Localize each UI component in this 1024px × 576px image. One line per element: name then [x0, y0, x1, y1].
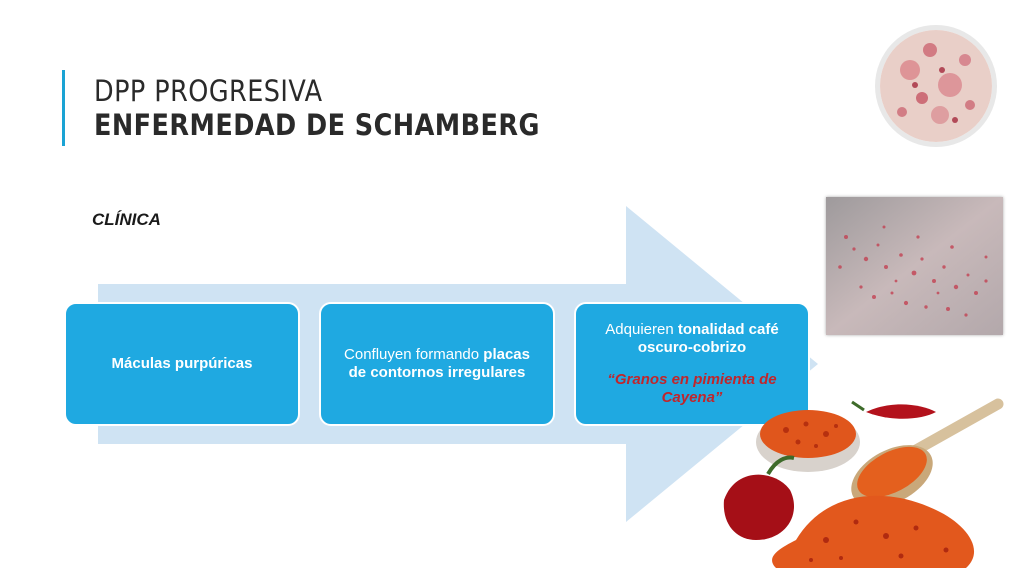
cayenne-pepper-image [716, 390, 1016, 576]
step-1-text: Máculas purpúricas [111, 355, 253, 372]
step-3-content [590, 321, 794, 357]
step-2-bold-text: placas de contornos irregulares [348, 346, 530, 381]
step-card-1 [64, 302, 300, 426]
step-3-bold-text: tonalidad café oscuro-cobrizo [637, 321, 779, 356]
skin-lesion-closeup-image [880, 30, 992, 142]
skin-purpura-image [826, 197, 1003, 335]
step-2-content [335, 346, 539, 382]
step-3-quote: “Granos en pimienta de Cayena” [607, 371, 777, 406]
section-label: CLÍNICA [92, 210, 161, 229]
step-card-2 [319, 302, 555, 426]
title-line-2: ENFERMEDAD DE SCHAMBERG [94, 108, 540, 142]
step-3-text: Adquieren [605, 321, 678, 338]
title-line-1: DPP PROGRESIVA [94, 74, 323, 108]
step-2-text: Confluyen formando [344, 346, 480, 363]
